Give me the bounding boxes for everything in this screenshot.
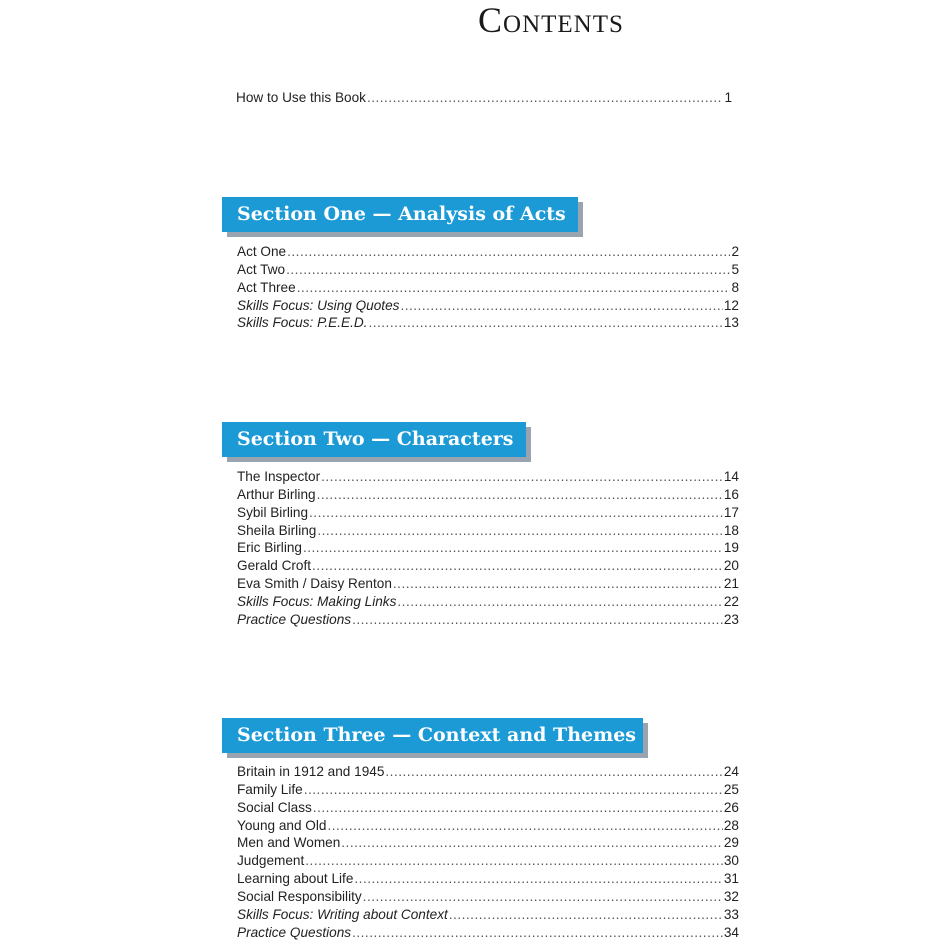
toc-entry-page: 25: [723, 781, 739, 797]
toc-entry[interactable]: [237, 924, 739, 942]
toc-entry-page: 26: [723, 799, 739, 815]
dot-leader: [393, 575, 723, 593]
toc-entry[interactable]: [237, 763, 739, 781]
toc-entry[interactable]: [237, 817, 739, 835]
toc-entry[interactable]: [237, 279, 739, 297]
dot-leader: [313, 799, 723, 817]
toc-entry-label: Family Life: [237, 781, 303, 797]
toc-entry[interactable]: [237, 593, 739, 611]
dot-leader: [317, 486, 723, 504]
toc-entry[interactable]: [237, 557, 739, 575]
toc-entry[interactable]: [237, 314, 739, 332]
toc-entry-label: Skills Focus: Using Quotes: [237, 297, 400, 313]
toc-entry-page: 23: [723, 611, 739, 627]
toc-entry-how-to-use[interactable]: [236, 89, 732, 107]
toc-entry[interactable]: [237, 611, 739, 629]
toc-entry-page: 14: [723, 469, 739, 484]
toc-entry-page: 1: [724, 90, 732, 105]
toc-entry-label: Young and Old: [237, 817, 327, 833]
toc-entry-page: 29: [723, 835, 739, 851]
toc-entry[interactable]: [237, 852, 739, 870]
toc-entry-page: 24: [723, 764, 739, 779]
toc-entry-label: Act One: [237, 244, 287, 259]
dot-leader: [352, 924, 723, 942]
toc-entry-label: Sheila Birling: [237, 522, 317, 538]
toc-entry-label: Act Three: [237, 279, 296, 295]
dot-leader: [367, 89, 723, 107]
toc-entry-page: 32: [723, 889, 739, 904]
toc-entry[interactable]: [237, 888, 739, 906]
dot-leader: [449, 906, 723, 924]
toc-entry-page: 19: [723, 540, 739, 556]
toc-entry[interactable]: [237, 834, 739, 852]
dot-leader: [321, 468, 723, 486]
dot-leader: [317, 522, 723, 540]
dot-leader: [363, 888, 723, 906]
toc-entry[interactable]: [237, 870, 739, 888]
dot-leader: [368, 314, 722, 332]
toc-entry-page: 20: [723, 558, 739, 574]
toc-entry-page: 5: [731, 261, 739, 277]
toc-entry-page: 2: [731, 244, 739, 259]
toc-entry-page: 28: [723, 817, 739, 833]
toc-entry[interactable]: [237, 486, 739, 504]
dot-leader: [400, 297, 722, 315]
dot-leader: [397, 593, 722, 611]
toc-entry[interactable]: [237, 261, 739, 279]
toc-entry-label: Gerald Croft: [237, 558, 312, 574]
toc-entry-page: 13: [723, 315, 739, 331]
dot-leader: [304, 781, 723, 799]
toc-entry-page: 16: [723, 486, 739, 502]
toc-entry-label: Eva Smith / Daisy Renton: [237, 576, 392, 592]
toc-entry-label: Skills Focus: Making Links: [237, 594, 397, 609]
toc-entry-page: 21: [723, 576, 739, 592]
dot-leader: [312, 557, 723, 575]
toc-entry-page: 31: [723, 871, 739, 887]
toc-entry-label: The Inspector: [237, 469, 321, 484]
section-heading: Section Two — Characters: [222, 422, 526, 457]
toc-entry[interactable]: [237, 799, 739, 817]
dot-leader: [327, 817, 722, 835]
section-heading: Section Three — Context and Themes: [222, 718, 643, 753]
dot-leader: [305, 852, 723, 870]
toc-entry-label: Social Class: [237, 799, 312, 815]
dot-leader: [297, 279, 731, 297]
toc-entry[interactable]: [237, 781, 739, 799]
toc-entry[interactable]: [237, 243, 739, 261]
toc-entry[interactable]: [237, 297, 739, 315]
toc-entry-label: Sybil Birling: [237, 504, 309, 520]
dot-leader: [352, 611, 723, 629]
toc-entry-label: Act Two: [237, 261, 286, 277]
toc-entry-label: Practice Questions: [237, 924, 352, 940]
dot-leader: [309, 504, 723, 522]
page-title: Contents: [478, 0, 624, 40]
toc-entry-label: Men and Women: [237, 835, 341, 851]
toc-entry-label: Britain in 1912 and 1945: [237, 764, 385, 779]
dot-leader: [385, 763, 722, 781]
toc-entry-page: 22: [723, 594, 739, 609]
toc-entry-label: Social Responsibility: [237, 889, 362, 904]
toc-entry[interactable]: [237, 468, 739, 486]
toc-entry-label: Learning about Life: [237, 871, 354, 887]
toc-entry-label: Skills Focus: Writing about Context: [237, 906, 448, 922]
toc-entry[interactable]: [237, 522, 739, 540]
dot-leader: [286, 261, 730, 279]
toc-entry[interactable]: [237, 906, 739, 924]
dot-leader: [354, 870, 722, 888]
toc-entry-page: 12: [723, 297, 739, 313]
toc-entry-page: 30: [723, 853, 739, 869]
toc-entry[interactable]: [237, 539, 739, 557]
toc-entry-page: 33: [723, 906, 739, 922]
dot-leader: [287, 243, 730, 261]
toc-entry[interactable]: [237, 504, 739, 522]
toc-entry-label: Arthur Birling: [237, 486, 316, 502]
toc-entry-label: Eric Birling: [237, 540, 302, 556]
dot-leader: [303, 539, 723, 557]
toc-entry[interactable]: [237, 575, 739, 593]
toc-entry-label: Skills Focus: P.E.E.D.: [237, 315, 368, 331]
toc-entry-page: 18: [723, 522, 739, 538]
toc-entry-label: Practice Questions: [237, 611, 352, 627]
toc-entry-page: 34: [723, 924, 739, 940]
toc-entry-page: 17: [723, 504, 739, 520]
section-heading: Section One — Analysis of Acts: [222, 197, 578, 232]
toc-entry-label: Judgement: [237, 853, 305, 869]
toc-entry-label: How to Use this Book: [236, 90, 366, 105]
toc-entry-page: 8: [731, 279, 739, 295]
dot-leader: [341, 834, 723, 852]
